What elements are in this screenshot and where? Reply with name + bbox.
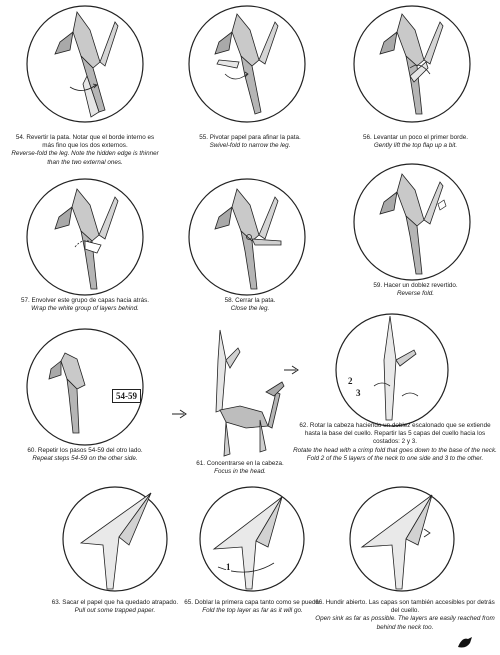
step-57 bbox=[0, 175, 165, 325]
diagram-59 bbox=[342, 160, 482, 285]
step-62 bbox=[293, 310, 500, 485]
step-66 bbox=[310, 485, 500, 635]
tail-decoration-icon bbox=[456, 635, 474, 651]
layer-label-2: 2 bbox=[348, 376, 353, 386]
diagram-62 bbox=[322, 310, 462, 430]
caption-63: 63. Sacar el papel que ha quedado atrapado. Pull out some trapped paper. bbox=[51, 599, 179, 615]
caption-56: 56. Levantar un poco el primer borde. Gently lift the top flap up a bit. bbox=[362, 134, 468, 150]
step-56 bbox=[330, 0, 500, 175]
diagram-65 bbox=[190, 485, 314, 595]
step-54 bbox=[0, 0, 165, 175]
diagram-54 bbox=[15, 2, 155, 132]
caption-65: 65. Doblar la primera capa tanto como se pueda. Fold the top layer as far as it will go. bbox=[184, 599, 321, 615]
caption-62: 62. Rotar la cabeza haciendo un doblez escalonado que se extiende hasta la base del cuello. Repartir las 5 capas del cuello hacia los costados: 2 y 3. Rotate the head with a crimp fold that goes down to the base of the neck. Fold 2 of the 5 layers of the neck to one side and 3 to the other. bbox=[293, 422, 497, 462]
caption-66: 66. Hundir abierto. Las capas son también accesibles por detrás del cuello. Open sink as far as possible. The layers are easily reached from behind the neck too. bbox=[315, 599, 495, 631]
layer-label-1: 1 bbox=[226, 562, 231, 572]
caption-60: 60. Repetir los pasos 54-59 del otro lado. Repeat steps 54-59 on the other side. bbox=[27, 447, 143, 463]
diagram-61 bbox=[190, 320, 290, 460]
caption-57: 57. Envolver este grupo de capas hacia atrás. Wrap the white group of layers behind. bbox=[20, 297, 150, 313]
diagram-60 bbox=[15, 325, 155, 450]
diagram-66 bbox=[340, 485, 464, 595]
diagram-57 bbox=[15, 175, 155, 300]
step-55 bbox=[165, 0, 330, 175]
caption-54: 54. Revertir la pata. Notar que el borde interno es más fino que los dos externos. Reverse-fold the leg. Note the hidden edge is thinner than the two external ones. bbox=[11, 134, 159, 166]
diagram-56 bbox=[342, 2, 482, 132]
caption-55: 55. Pivotar papel para afinar la pata. Swivel-fold to narrow the leg. bbox=[199, 134, 301, 150]
diagram-63 bbox=[53, 485, 177, 595]
step-63 bbox=[50, 485, 180, 635]
arrow-right-icon bbox=[282, 364, 302, 376]
steps-reference-box: 54-59 bbox=[112, 389, 141, 403]
caption-59: 59. Hacer un doblez revertido. Reverse fold. bbox=[373, 282, 458, 298]
step-60 bbox=[0, 325, 165, 475]
step-59 bbox=[330, 160, 500, 310]
caption-61: 61. Concentrarse en la cabeza. Focus in the head. bbox=[196, 460, 284, 476]
diagram-58 bbox=[177, 175, 317, 300]
layer-label-3: 3 bbox=[356, 388, 361, 398]
caption-58: 58. Cerrar la pata. Close the leg. bbox=[224, 297, 276, 313]
step-61 bbox=[185, 320, 305, 485]
step-58 bbox=[165, 175, 330, 325]
step-65 bbox=[180, 485, 325, 635]
diagram-55 bbox=[177, 2, 317, 132]
